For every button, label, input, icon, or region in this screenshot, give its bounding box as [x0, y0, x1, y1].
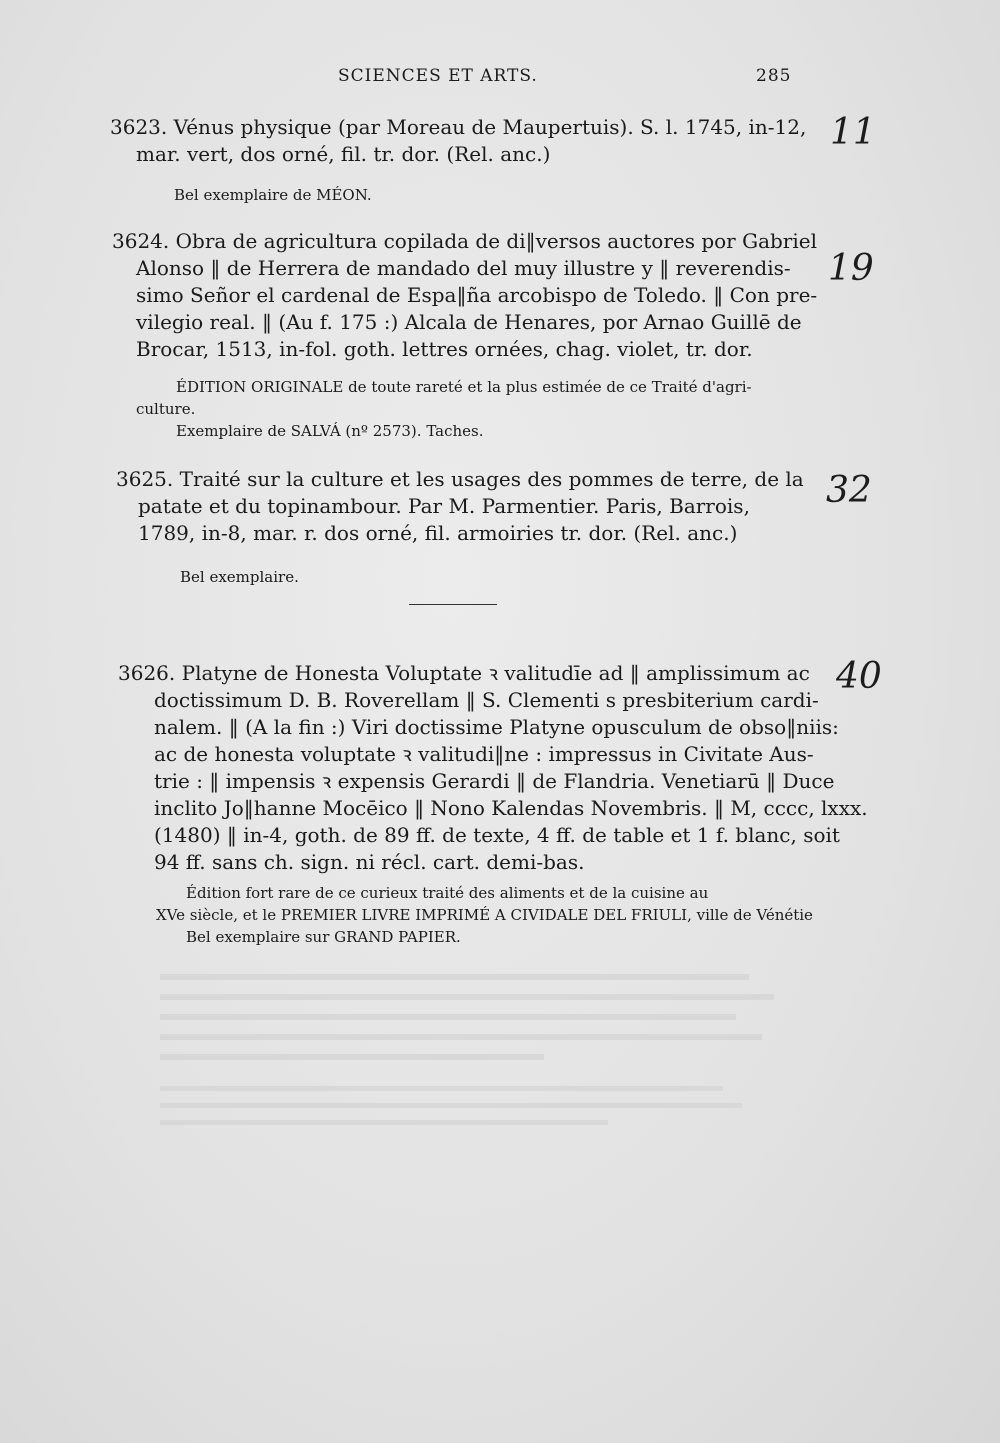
entry-note-3623: [174, 184, 372, 206]
note-line: Bel exemplaire.: [180, 568, 299, 586]
running-header: [0, 66, 1000, 90]
entry-note-3624: [136, 376, 752, 442]
entry-line: 3626. Platyne de Honesta Voluptate ꝛ valitudīe ad ‖ amplissimum ac: [118, 661, 810, 685]
note-line: ÉDITION ORIGINALE de toute rareté et la plus estimée de ce Traité d'agri-: [176, 378, 752, 396]
catalog-entry-3624: [112, 228, 817, 363]
entry-line: patate et du topinambour. Par M. Parmentier. Paris, Barrois,: [138, 494, 750, 518]
entry-line: 3625. Traité sur la culture et les usages des pommes de terre, de la: [116, 467, 804, 491]
page-number: 285: [756, 66, 792, 86]
entry-line: Brocar, 1513, in-fol. goth. lettres ornées, chag. violet, tr. dor.: [136, 337, 753, 361]
bleed-through-text: [160, 960, 800, 1260]
catalog-entry-3625: [116, 466, 804, 547]
note-line: culture.: [136, 400, 196, 418]
entry-line: mar. vert, dos orné, fil. tr. dor. (Rel. anc.): [136, 142, 551, 166]
section-divider: [409, 604, 497, 605]
note-line: Édition fort rare de ce curieux traité des aliments et de la cuisine au: [186, 884, 709, 902]
entry-line: 94 ff. sans ch. sign. ni récl. cart. demi-bas.: [154, 850, 585, 874]
entry-line: vilegio real. ‖ (Au f. 175 :) Alcala de Henares, por Arnao Guillē de: [136, 310, 802, 334]
handwritten-price: 11: [830, 112, 876, 153]
entry-line: trie : ‖ impensis ꝛ expensis Gerardi ‖ de Flandria. Venetiarū ‖ Duce: [154, 769, 835, 793]
entry-line: inclito Jo‖hanne Mocēico ‖ Nono Kalendas Novembris. ‖ M, cccc, lxxx.: [154, 796, 868, 820]
handwritten-price: 40: [836, 656, 882, 697]
entry-note-3626: [156, 882, 813, 948]
note-line: Bel exemplaire sur GRAND PAPIER.: [186, 928, 461, 946]
entry-note-3625: [180, 566, 299, 588]
entry-line: nalem. ‖ (A la fin :) Viri doctissime Platyne opusculum de obso‖niis:: [154, 715, 839, 739]
note-line: Exemplaire de SALVÁ (nº 2573). Taches.: [176, 422, 484, 440]
section-title: SCIENCES ET ARTS.: [338, 66, 538, 86]
handwritten-price: 19: [828, 248, 874, 289]
note-line: XVe siècle, et le PREMIER LIVRE IMPRIMÉ A CIVIDALE DEL FRIULI, ville de Vénétie: [156, 906, 813, 924]
entry-line: ac de honesta voluptate ꝛ valitudi‖ne : impressus in Civitate Aus-: [154, 742, 814, 766]
entry-line: 3623. Vénus physique (par Moreau de Maupertuis). S. l. 1745, in-12,: [110, 115, 807, 139]
entry-line: simo Señor el cardenal de Espa‖ña arcobispo de Toledo. ‖ Con pre-: [136, 283, 818, 307]
entry-line: (1480) ‖ in-4, goth. de 89 ff. de texte, 4 ff. de table et 1 f. blanc, soit: [154, 823, 840, 847]
catalog-entry-3626: [118, 660, 868, 876]
entry-line: Alonso ‖ de Herrera de mandado del muy illustre y ‖ reverendis-: [136, 256, 791, 280]
handwritten-price: 32: [826, 470, 872, 511]
entry-line: doctissimum D. B. Roverellam ‖ S. Clementi s presbiterium cardi-: [154, 688, 819, 712]
entry-line: 3624. Obra de agricultura copilada de di‖versos auctores por Gabriel: [112, 229, 817, 253]
note-line: Bel exemplaire de MÉON.: [174, 186, 372, 204]
catalog-entry-3623: [110, 114, 806, 168]
entry-line: 1789, in-8, mar. r. dos orné, fil. armoiries tr. dor. (Rel. anc.): [138, 521, 738, 545]
